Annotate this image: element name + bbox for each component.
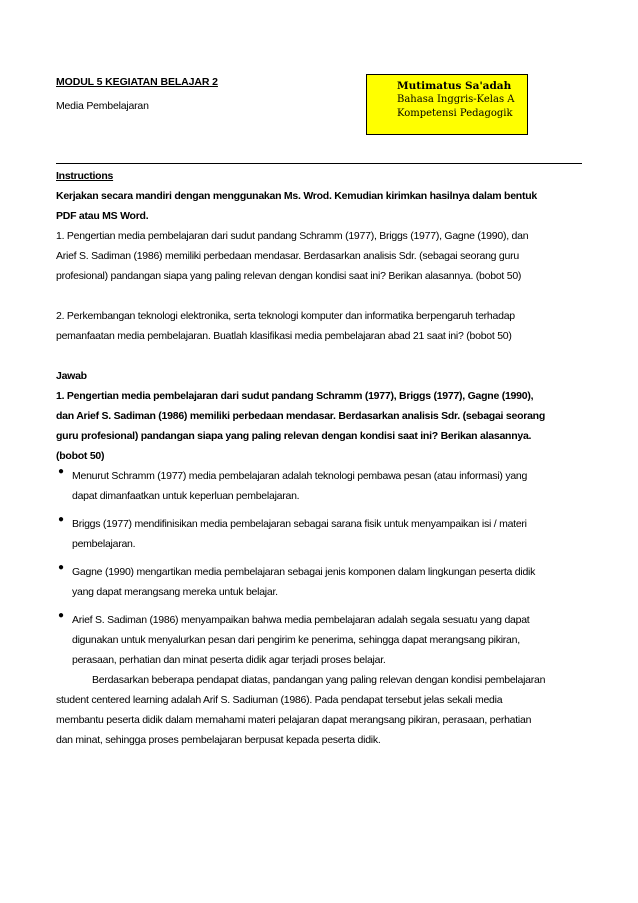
instructions-text-1: Kerjakan secara mandiri dengan menggunakan Ms. Wrod. Kemudian kirimkan hasilnya dalam bentuk bbox=[56, 190, 537, 202]
answer-heading: Jawab bbox=[56, 370, 87, 382]
list-item-line: pembelajaran. bbox=[72, 538, 136, 550]
list-item bbox=[56, 562, 582, 602]
horizontal-divider bbox=[56, 163, 582, 164]
question-1-line-2: Arief S. Sadiman (1986) memiliki perbedaan mendasar. Berdasarkan analisis Sdr. (sebagai seorang guru bbox=[56, 250, 519, 262]
list-item-line: perasaan, perhatian dan minat peserta didik agar terjadi proses belajar. bbox=[72, 654, 386, 666]
conclusion-line-2: student centered learning adalah Arif S. Sadiuman (1986). Pada pendapat tersebut jelas sekali media bbox=[56, 694, 503, 706]
answer-question-line-1: 1. Pengertian media pembelajaran dari sudut pandang Schramm (1977), Briggs (1977), Gagne (1990), bbox=[56, 390, 534, 402]
list-item bbox=[56, 514, 582, 554]
list-item-line: digunakan untuk menyalurkan pesan dari pengirim ke penerima, sehingga dapat merangsang pikiran, bbox=[72, 634, 520, 646]
question-1-line-1: 1. Pengertian media pembelajaran dari sudut pandang Schramm (1977), Briggs (1977), Gagne (1990), dan bbox=[56, 230, 529, 242]
conclusion-line-3: membantu peserta didik dalam memahami materi pelajaran dapat merangsang pikiran, perasaan, perhatian bbox=[56, 714, 532, 726]
question-2-line-1: 2. Perkembangan teknologi elektronika, serta teknologi komputer dan informatika berpengaruh terhadap bbox=[56, 310, 515, 322]
author-info-box bbox=[366, 74, 528, 135]
question-2-line-2: pemanfaatan media pembelajaran. Buatlah klasifikasi media pembelajaran abad 21 saat ini? (bobot 50) bbox=[56, 330, 512, 342]
module-title: MODUL 5 KEGIATAN BELAJAR 2 bbox=[56, 76, 218, 88]
document-body bbox=[56, 166, 582, 750]
list-item-line: Arief S. Sadiman (1986) menyampaikan bahwa media pembelajaran adalah segala sesuatu yang dapat bbox=[72, 614, 530, 626]
answer-question-line-4: (bobot 50) bbox=[56, 450, 105, 462]
author-topic: Kompetensi Pedagogik bbox=[397, 108, 513, 119]
list-item-line: Briggs (1977) mendifinisikan media pembelajaran sebagai sarana fisik untuk menyampaikan isi / materi bbox=[72, 518, 527, 530]
bullet-icon: ● bbox=[58, 562, 64, 573]
instructions-text-2: PDF atau MS Word. bbox=[56, 210, 149, 222]
conclusion-line-1: Berdasarkan beberapa pendapat diatas, pandangan yang paling relevan dengan kondisi pembelajaran bbox=[92, 674, 546, 686]
bullet-icon: ● bbox=[58, 610, 64, 621]
list-item bbox=[56, 610, 582, 670]
author-name: Mutimatus Sa'adah bbox=[397, 80, 512, 92]
instructions-heading: Instructions bbox=[56, 170, 114, 182]
question-1-line-3: profesional) pandangan siapa yang paling relevan dengan kondisi saat ini? Berikan alasannya. (bobot 50) bbox=[56, 270, 522, 282]
list-item-line: dapat dimanfaatkan untuk keperluan pembelajaran. bbox=[72, 490, 300, 502]
answer-question-line-3: guru profesional) pandangan siapa yang paling relevan dengan kondisi saat ini? Berikan alasannya. bbox=[56, 430, 532, 442]
conclusion-line-4: dan minat, sehingga proses pembelajaran berpusat kepada peserta didik. bbox=[56, 734, 381, 746]
list-item-line: Menurut Schramm (1977) media pembelajaran adalah teknologi pembawa pesan (atau informasi) yang bbox=[72, 470, 528, 482]
list-item-line: Gagne (1990) mengartikan media pembelajaran sebagai jenis komponen dalam lingkungan peserta didik bbox=[72, 566, 536, 578]
bullet-icon: ● bbox=[58, 466, 64, 477]
answer-question-line-2: dan Arief S. Sadiman (1986) memiliki perbedaan mendasar. Berdasarkan analisis Sdr. (sebagai seorang bbox=[56, 410, 545, 422]
module-subtitle: Media Pembelajaran bbox=[56, 100, 149, 112]
list-item bbox=[56, 466, 582, 506]
list-item-line: yang dapat merangsang mereka untuk belajar. bbox=[72, 586, 278, 598]
author-class: Bahasa Inggris-Kelas A bbox=[397, 94, 515, 105]
bullet-icon: ● bbox=[58, 514, 64, 525]
